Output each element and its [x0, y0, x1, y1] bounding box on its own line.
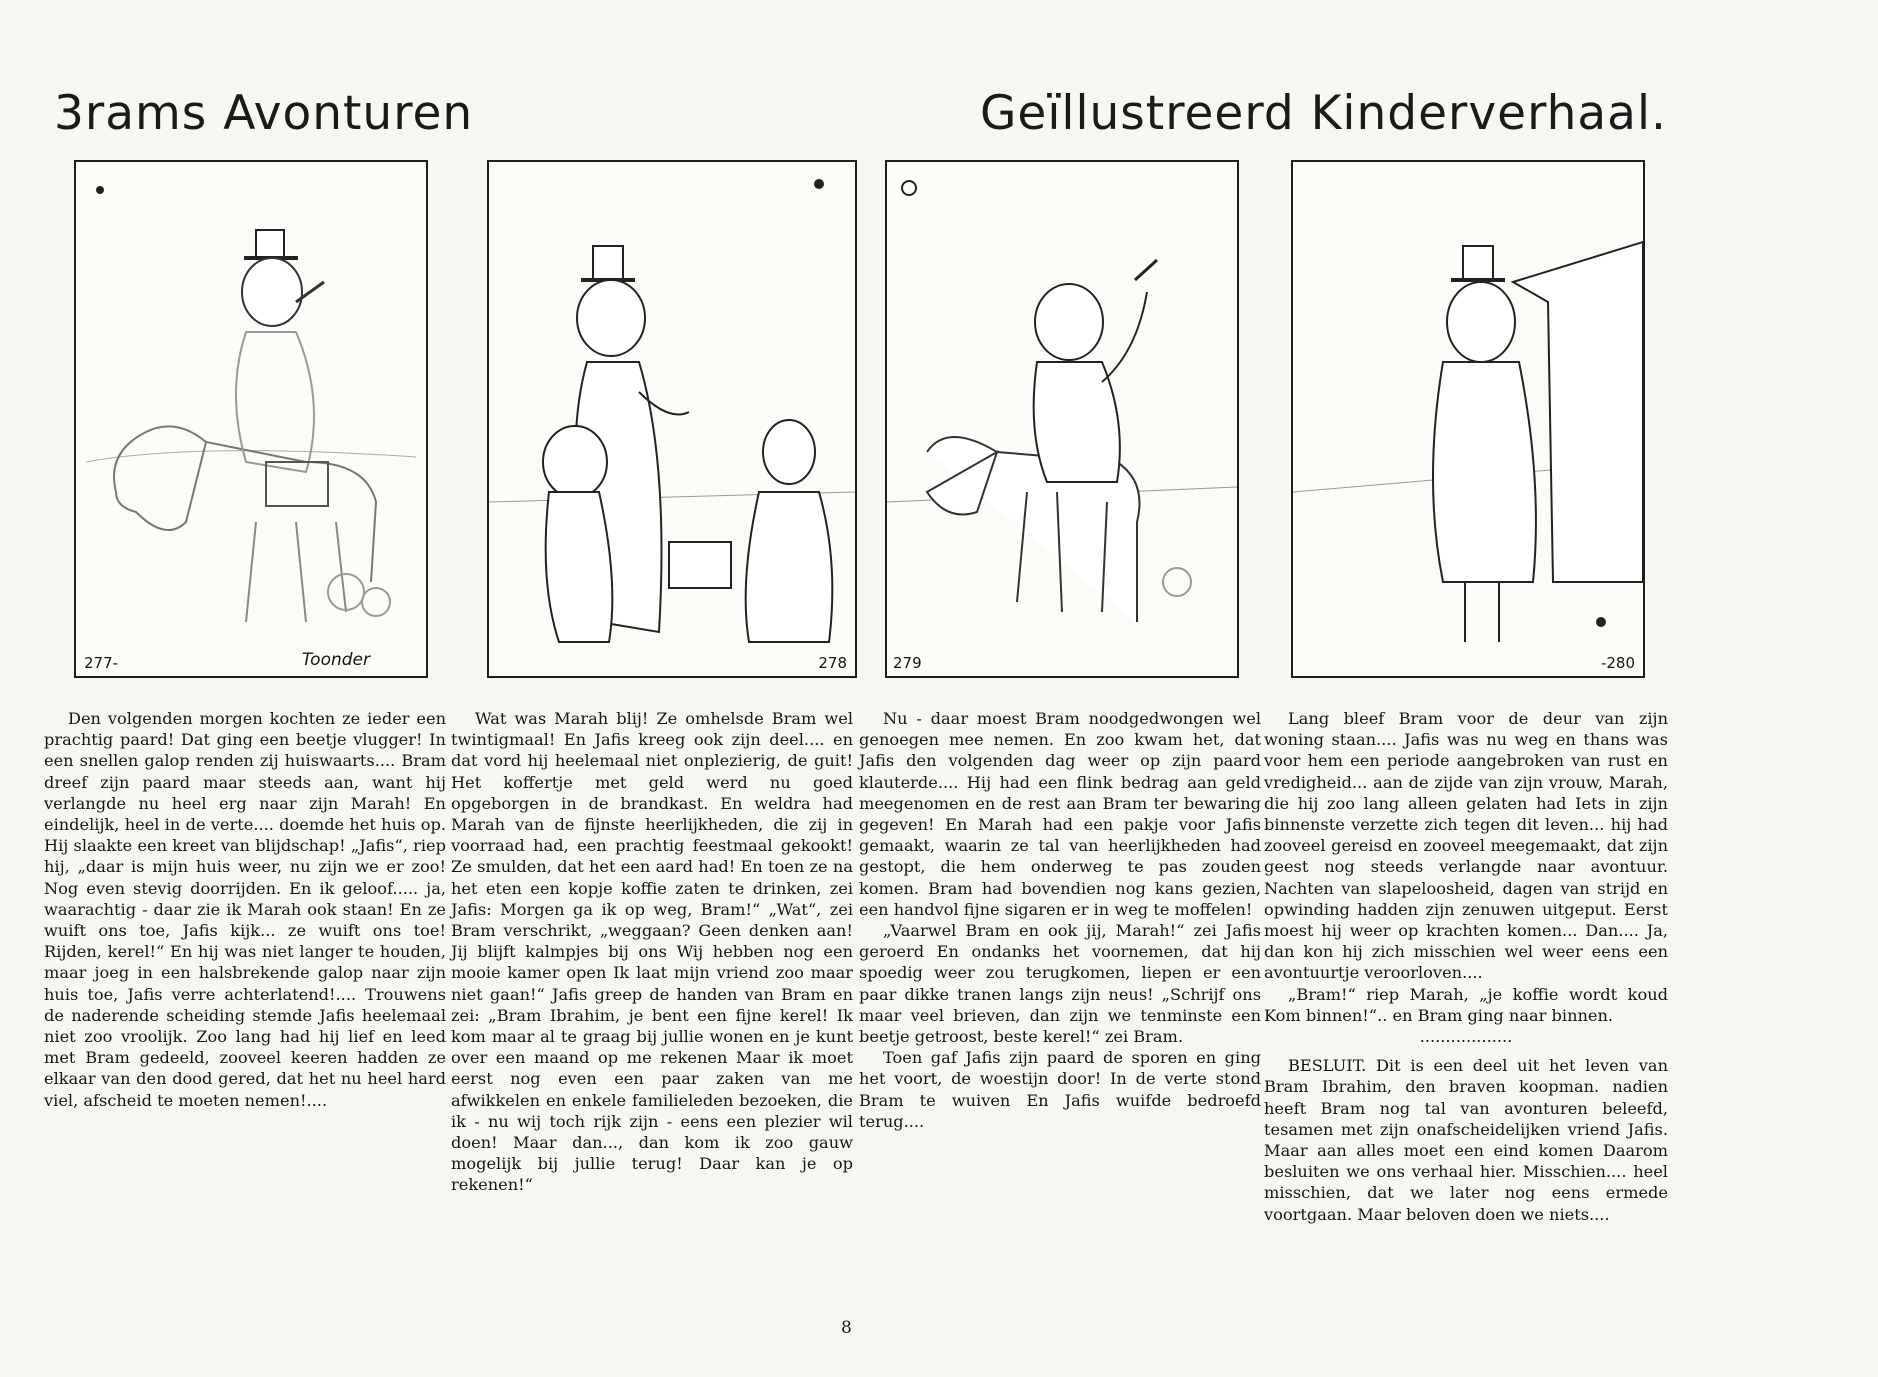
paragraph: Den volgenden morgen kochten ze ieder een prachtig paard! Dat ging een beetje vlugger! In een snellen galop renden zij huiswaarts.... Bram dreef zijn paard maar steeds aan, want hij verlangde nu heel erg naar zijn Marah! En eindelijk, heel in de verte.... doemde het huis op. Hij slaakte een kreet van blijdschap! „Jafis“, riep hij, „daar is mijn huis weer, nu zijn we er zoo! Nog even stevig doorrijden. En ik geloof..... ja, waarachtig - daar zie ik Marah ook staan! En ze wuift ons toe, Jafis kijk... ze wuift ons toe! Rijden, kerel!“ En hij was niet langer te houden, maar joeg in een halsbrekende galop naar zijn huis toe, Jafis verre achterlatend!.... Trouwens de naderende scheiding stemde Jafis heelemaal niet zoo vroolijk. Zoo lang had hij lief en leed met Bram gedeeld, zooveel keeren hadden ze elkaar van den dood gered, dat het nu heel hard viel, afscheid te moeten nemen!.... [44, 709, 446, 1110]
comic-panel-277 [74, 160, 428, 678]
panel-277-illustration [76, 162, 426, 676]
comic-panel-279 [885, 160, 1239, 678]
panel-280-illustration [1293, 162, 1643, 676]
conclusion-paragraph: BESLUIT. Dit is een deel uit het leven van Bram Ibrahim, den braven koopman. nadien heeft Bram nog tal van avonturen beleefd, tesamen met zijn onafscheidelijken vriend Jafis. Maar aan alles moet een eind komen Daarom besluiten we ons verhaal hier. Misschien.... heel misschien, dat we later nog eens ermede voortgaan. Maar beloven doen we niets.... [1264, 1056, 1668, 1224]
artist-signature: Toonder [301, 650, 370, 670]
paragraph: Lang bleef Bram voor de deur van zijn woning staan.... Jafis was nu weg en thans was voor hem een periode aangebroken van rust en vredigheid... aan de zijde van zijn vrouw, Marah, die hij zoo lang alleen gelaten had Iets in zijn binnenste verzette zich tegen dit leven... hij had zooveel gereisd en zooveel meegemaakt, dat zijn geest nog steeds verlangde naar avontuur. Nachten van slapeloosheid, dagen van strijd en opwinding hadden zijn zenuwen uitgeput. Eerst moest hij weer op krachten komen... Dan.... Ja, dan kon hij zich misschien wel weer eens een avontuurtje veroorloven.... [1264, 709, 1668, 983]
story-subtitle: Geïllustreerd Kinderverhaal. [980, 86, 1667, 141]
panel-number: 277- [84, 654, 119, 672]
story-column-3 [859, 708, 1261, 1132]
panel-number: 279 [893, 654, 922, 672]
page-number: 8 [841, 1318, 852, 1338]
story-title: 3rams Avonturen [54, 86, 474, 141]
paragraph: Wat was Marah blij! Ze omhelsde Bram wel twintigmaal! En Jafis kreeg ook zijn deel.... en dat vord hij heelemaal niet onplezierig, de guit! Het koffertje met geld werd nu goed opgeborgen in de brandkast. En weldra had Marah van de fijnste heerlijkheden, die zij in voorraad had, een prachtig feestmaal gekookt! Ze smulden, dat het een aard had! En toen ze na het eten een kopje koffie zaten te drinken, zei Jafis: Morgen ga ik op weg, Bram!“ „Wat“, zei Bram verschrikt, „weggaan? Geen denken aan! Jij blijft kalmpjes bij ons Wij hebben nog een mooie kamer open Ik laat mijn vriend zoo maar niet gaan!“ Jafis greep de handen van Bram en zei: „Bram Ibrahim, je bent een fijne kerel! Ik kom maar al te graag bij jullie wonen en je kunt over een maand op me rekenen Maar ik moet eerst nog even een paar zaken van me afwikkelen en enkele familieleden bezoeken, die ik - nu wij toch rijk zijn - eens een plezier wil doen! Maar dan..., dan kom ik zoo gauw mogelijk bij jullie terug! Daar kan je op rekenen!“ [451, 709, 853, 1195]
comic-panel-280 [1291, 160, 1645, 678]
panel-number: -280 [1600, 654, 1635, 672]
paragraph: „Vaarwel Bram en ook jij, Marah!“ zei Jafis geroerd En ondanks het voornemen, dat hij spoedig weer zou terugkomen, liepen er een paar dikke tranen langs zijn neus! „Schrijf ons maar veel brieven, dan zijn we tenminste een beetje getroost, beste kerel!“ zei Bram. [859, 921, 1261, 1047]
story-column-2 [451, 708, 853, 1196]
panel-279-illustration [887, 162, 1237, 676]
panel-278-illustration [489, 162, 855, 676]
paragraph: Toen gaf Jafis zijn paard de sporen en ging het voort, de woestijn door! In de verte stond Bram te wuiven En Jafis wuifde bedroefd terug.... [859, 1048, 1261, 1131]
separator-dots: .................. [1419, 1027, 1513, 1047]
comic-panel-278 [487, 160, 857, 678]
paragraph: Nu - daar moest Bram noodgedwongen wel genoegen mee nemen. En zoo kwam het, dat Jafis den volgenden dag weer op zijn paard klauterde.... Hij had een flink bedrag aan geld meegenomen en de rest aan Bram ter bewaring gegeven! En Marah had een pakje voor Jafis gemaakt, waarin ze tal van heerlijkheden had gestopt, die hem onderweg te pas zouden komen. Bram had bovendien nog kans gezien, een handvol fijne sigaren er in weg te moffelen! [859, 709, 1261, 919]
story-column-4 [1264, 708, 1668, 1225]
story-column-1 [44, 708, 446, 1111]
paragraph: „Bram!“ riep Marah, „je koffie wordt koud Kom binnen!“.. en Bram ging naar binnen. [1264, 984, 1668, 1025]
panel-number: 278 [818, 654, 847, 672]
